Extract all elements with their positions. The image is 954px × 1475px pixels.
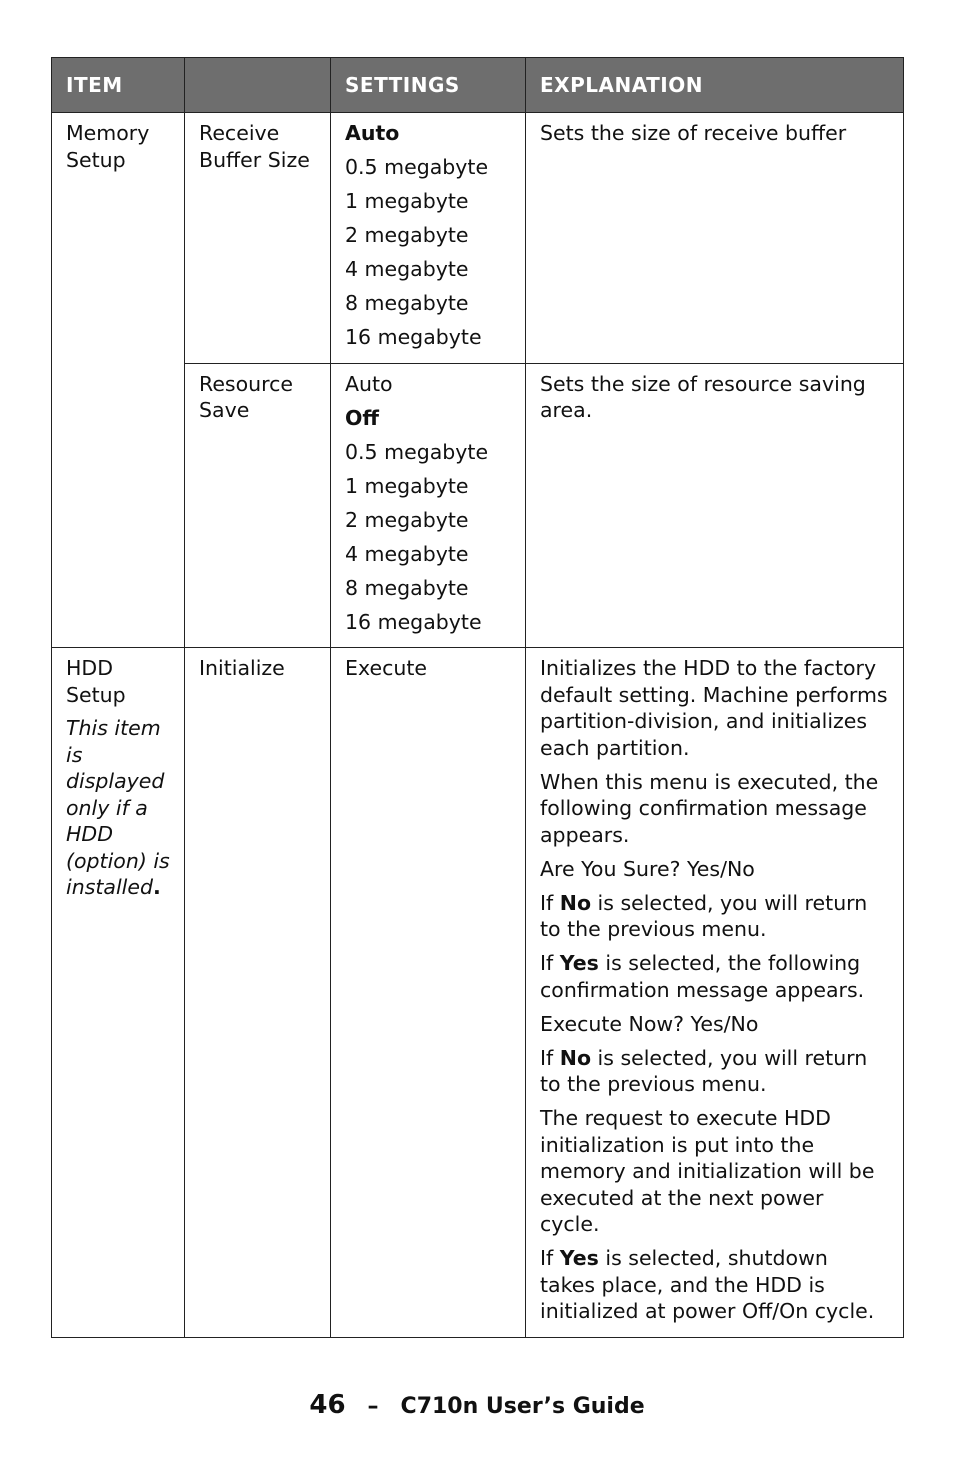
receive-option: 1 megabyte	[345, 189, 469, 213]
resource-save-label: Resource Save	[199, 371, 294, 422]
table-row	[52, 648, 904, 1338]
execute-option: Execute	[345, 656, 427, 680]
resource-save-explanation	[526, 363, 904, 648]
explanation-paragraph: If No is selected, you will return to the previous menu.	[540, 890, 868, 941]
table-header-row	[52, 58, 904, 113]
receive-buffer-label: Receive Buffer Size	[199, 121, 310, 172]
resource-option: 16 megabyte	[345, 609, 482, 634]
guide-title: C710n User’s Guide	[400, 1394, 645, 1419]
initialize-settings	[331, 648, 526, 1338]
initialize-label: Initialize	[199, 656, 285, 680]
confirmation-message: Execute Now? Yes/No	[540, 1011, 759, 1036]
explanation-paragraph: If Yes is selected, shutdown takes place, and the HDD is initialized at power Off/On cycle.	[540, 1246, 875, 1323]
resource-default-option: Off	[345, 405, 380, 430]
receive-default-option: Auto	[345, 121, 400, 145]
hdd-setup-note: This item is displayed only if a HDD (option) is installed.	[66, 716, 170, 899]
receive-option: 8 megabyte	[345, 291, 469, 315]
resource-option: 4 megabyte	[345, 541, 469, 566]
initialize-cell	[185, 648, 331, 1338]
receive-option: 2 megabyte	[345, 223, 469, 247]
header-settings: SETTINGS	[331, 58, 526, 113]
page-number: 46	[309, 1390, 346, 1420]
explanation-paragraph: When this menu is executed, the following confirmation message appears.	[540, 769, 879, 847]
footer-dash: –	[367, 1394, 379, 1419]
memory-setup-label: Memory Setup	[66, 121, 150, 172]
table-row	[52, 113, 904, 364]
resource-option: 8 megabyte	[345, 575, 469, 600]
memory-setup-cell	[52, 113, 185, 648]
receive-option: 0.5 megabyte	[345, 155, 489, 179]
resource-save-settings	[331, 363, 526, 648]
receive-buffer-cell	[185, 113, 331, 364]
page-footer	[0, 1390, 954, 1420]
explanation-paragraph: If Yes is selected, the following confirmation message appears.	[540, 951, 865, 1002]
receive-buffer-explanation-text: Sets the size of receive buffer	[540, 121, 847, 145]
receive-option: 4 megabyte	[345, 257, 469, 281]
receive-option: 16 megabyte	[345, 325, 482, 349]
initialize-explanation	[526, 648, 904, 1338]
receive-buffer-settings	[331, 113, 526, 364]
resource-save-cell	[185, 363, 331, 648]
resource-option: 1 megabyte	[345, 473, 469, 498]
settings-table	[51, 57, 904, 1338]
header-sub	[185, 58, 331, 113]
hdd-setup-label: HDD Setup	[66, 656, 126, 707]
resource-option: 2 megabyte	[345, 507, 469, 532]
receive-buffer-explanation	[526, 113, 904, 364]
header-item: ITEM	[52, 58, 185, 113]
resource-option: Auto	[345, 371, 393, 396]
header-explanation: EXPLANATION	[526, 58, 904, 113]
resource-option: 0.5 megabyte	[345, 439, 489, 464]
hdd-setup-cell	[52, 648, 185, 1338]
explanation-paragraph: If No is selected, you will return to the previous menu.	[540, 1045, 868, 1096]
confirmation-message: Are You Sure? Yes/No	[540, 856, 755, 881]
explanation-paragraph: Initializes the HDD to the factory default setting. Machine performs partition-division, and initializes each partition.	[540, 656, 888, 760]
resource-save-explanation-text: Sets the size of resource saving area.	[540, 371, 866, 422]
explanation-paragraph: The request to execute HDD initialization is put into the memory and initialization will be executed at the next power cycle.	[540, 1106, 875, 1236]
